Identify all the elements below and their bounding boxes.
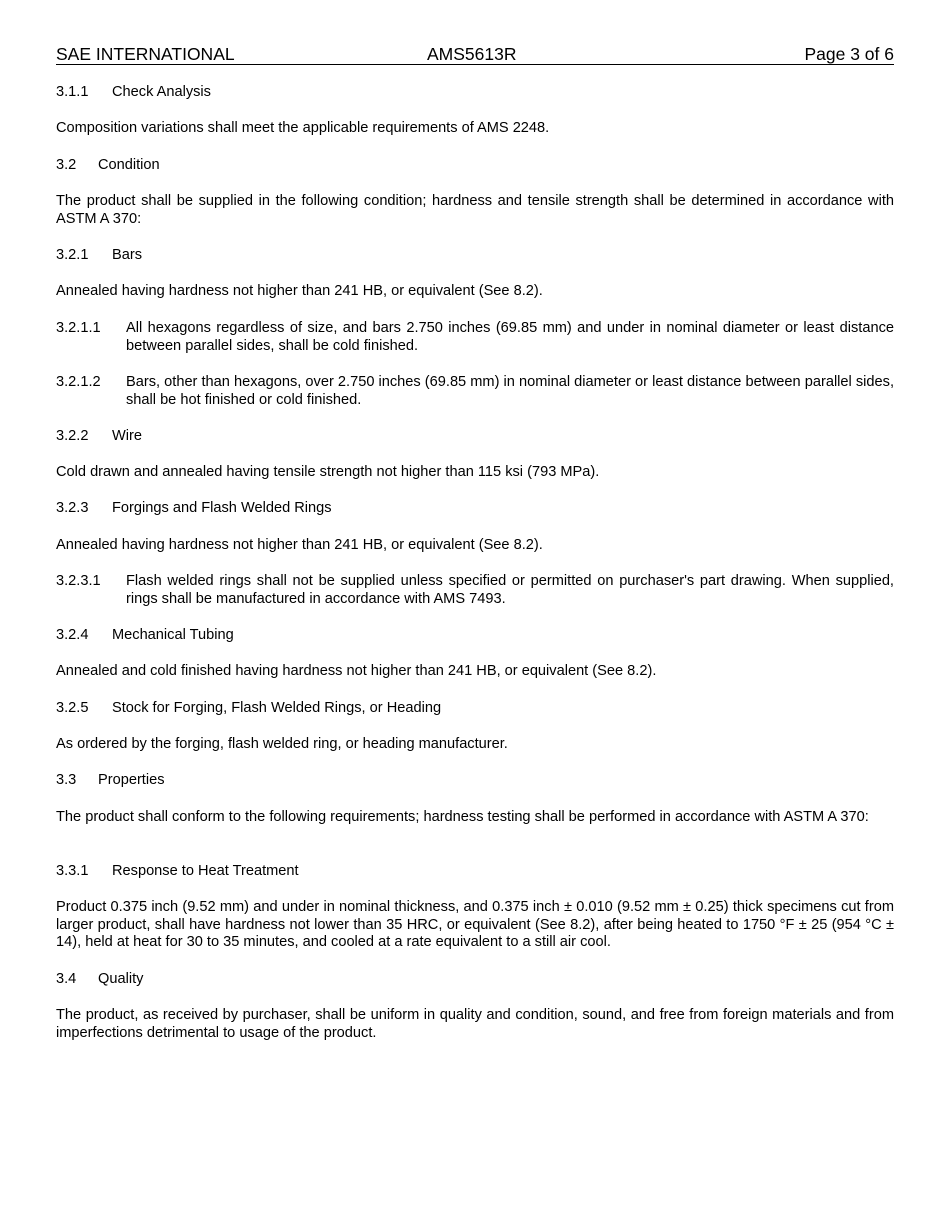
heading-3-2-3	[56, 500, 894, 518]
section-number: 3.2.1	[56, 247, 89, 263]
section-title: Quality	[98, 971, 144, 987]
heading-3-2-1	[56, 247, 894, 265]
section-number: 3.3.1	[56, 863, 89, 879]
paragraph-3-2-3: Annealed having hardness not higher than 241 HB, or equivalent (See 8.2).	[56, 537, 543, 553]
subclause-3-2-3-1	[56, 573, 894, 608]
subclause-number: 3.2.3.1	[56, 573, 101, 589]
section-title: Check Analysis	[112, 84, 211, 100]
section-title: Condition	[98, 157, 160, 173]
subclause-text: All hexagons regardless of size, and bars 2.750 inches (69.85 mm) and under in nominal diameter or least distance between parallel sides, shall be cold finished.	[126, 320, 894, 354]
paragraph-3-2-5: As ordered by the forging, flash welded ring, or heading manufacturer.	[56, 736, 508, 752]
heading-3-1-1	[56, 84, 894, 102]
section-number: 3.3	[56, 772, 77, 788]
heading-3-4	[56, 971, 894, 989]
paragraph-3-2-2: Cold drawn and annealed having tensile strength not higher than 115 ksi (793 MPa).	[56, 464, 600, 480]
heading-3-3-1	[56, 863, 894, 881]
section-number: 3.1.1	[56, 84, 89, 100]
subclause-number: 3.2.1.1	[56, 320, 101, 336]
header-page-number: Page 3 of 6	[804, 44, 894, 64]
section-number: 3.4	[56, 971, 77, 987]
heading-3-3	[56, 772, 894, 790]
section-number: 3.2.2	[56, 428, 89, 444]
paragraph-3-1-1: Composition variations shall meet the applicable requirements of AMS 2248.	[56, 120, 550, 136]
subclause-text: Flash welded rings shall not be supplied unless specified or permitted on purchaser's part drawing. When supplied, rings shall be manufactured in accordance with AMS 7493.	[126, 573, 894, 607]
subclause-3-2-1-1	[56, 320, 894, 355]
section-number: 3.2.4	[56, 627, 89, 643]
section-title: Forgings and Flash Welded Rings	[112, 500, 332, 516]
page-header	[56, 44, 894, 65]
section-title: Stock for Forging, Flash Welded Rings, or Heading	[112, 700, 442, 716]
paragraph-3-4: The product, as received by purchaser, shall be uniform in quality and condition, sound, and free from foreign materials and from imperfections detrimental to usage of the product.	[56, 1007, 894, 1041]
section-title: Mechanical Tubing	[112, 627, 234, 643]
paragraph-3-3-1: Product 0.375 inch (9.52 mm) and under in nominal thickness, and 0.375 inch ± 0.010 (9.52 mm ± 0.25) thick specimens cut from larger product, shall have hardness not lower than 35 HRC, or equivalent (See 8.2), after being heated to 1750 °F ± 25 (954 °C ± 14), held at heat for 30 to 35 minutes, and cooled at a rate equivalent to a still air cool.	[56, 899, 894, 950]
paragraph-3-2: The product shall be supplied in the following condition; hardness and tensile strength shall be determined in accordance with ASTM A 370:	[56, 193, 894, 227]
heading-3-2-4	[56, 627, 894, 645]
section-number: 3.2	[56, 157, 77, 173]
section-title: Response to Heat Treatment	[112, 863, 299, 879]
section-title: Wire	[112, 428, 142, 444]
header-doc-id: AMS5613R	[427, 44, 517, 64]
heading-3-2-2	[56, 428, 894, 446]
heading-3-2-5	[56, 700, 894, 718]
paragraph-3-2-1: Annealed having hardness not higher than 241 HB, or equivalent (See 8.2).	[56, 283, 543, 299]
section-number: 3.2.5	[56, 700, 89, 716]
section-title: Properties	[98, 772, 165, 788]
section-number: 3.2.3	[56, 500, 89, 516]
section-title: Bars	[112, 247, 143, 263]
header-org: SAE INTERNATIONAL	[56, 44, 235, 64]
paragraph-3-2-4: Annealed and cold finished having hardness not higher than 241 HB, or equivalent (See 8.2).	[56, 663, 657, 679]
paragraph-3-3: The product shall conform to the following requirements; hardness testing shall be performed in accordance with ASTM A 370:	[56, 809, 869, 825]
subclause-text: Bars, other than hexagons, over 2.750 inches (69.85 mm) in nominal diameter or least distance between parallel sides, shall be hot finished or cold finished.	[126, 374, 894, 408]
heading-3-2	[56, 157, 894, 175]
subclause-number: 3.2.1.2	[56, 374, 101, 390]
subclause-3-2-1-2	[56, 374, 894, 409]
